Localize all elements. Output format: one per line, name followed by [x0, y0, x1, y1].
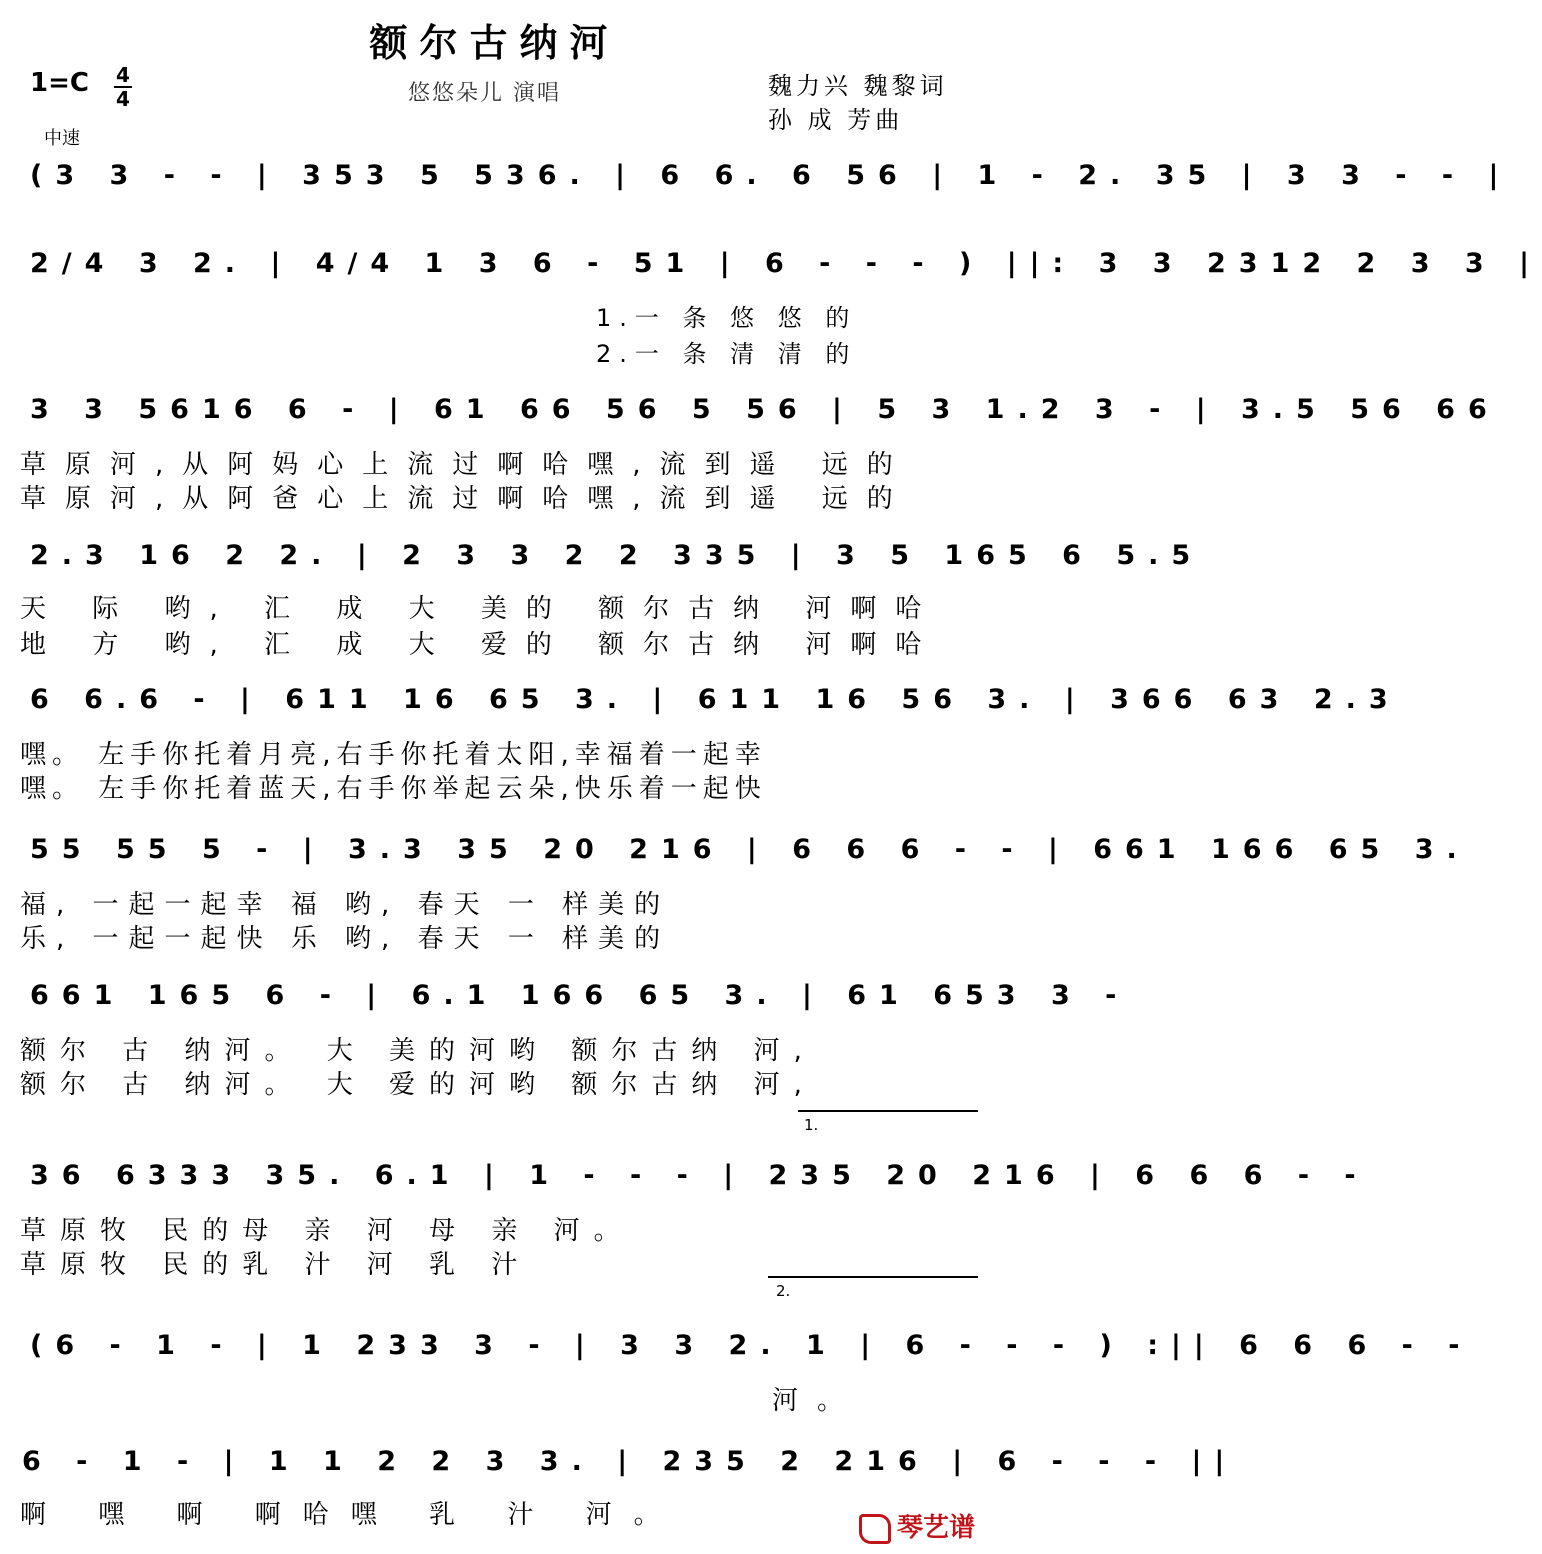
lyrics-system-4-verse-1: 天 际 哟, 汇 成 大 美的 额尔古纳 河啊哈 — [20, 594, 941, 624]
notes-system-1: (3 3 - - | 353 5 536. | 6 6. 6 56 | 1 - 2. 35 | 3 3 - - | — [30, 160, 1512, 191]
watermark-logo: 琴艺谱 — [859, 1507, 975, 1544]
ending-2-bracket — [768, 1276, 978, 1278]
time-signature: 4 4 — [114, 64, 132, 110]
lyricist: 魏力兴 魏黎词 — [768, 72, 948, 100]
key-signature: 1=C — [30, 68, 89, 98]
lyrics-system-8-verse-1: 草原牧 民的母 亲 河 母 亲 河。 — [20, 1216, 634, 1246]
lyrics-system-7-verse-2: 额尔 古 纳河。 大 爱的河哟 额尔古纳 河, — [20, 1070, 816, 1100]
lyrics-system-3-verse-1: 草原河,从阿妈心上流过啊哈嘿,流到遥 远的 — [20, 450, 912, 480]
lyrics-system-2-verse-2: 2.一 条 清 清 的 — [596, 340, 858, 368]
lyrics-system-4-verse-2: 地 方 哟, 汇 成 大 爱的 额尔古纳 河啊哈 — [20, 630, 941, 660]
notes-system-4: 2.3 16 2 2. | 2 3 3 2 2 335 | 3 5 165 6 5.5 — [30, 540, 1204, 571]
lyrics-system-3-verse-2: 草原河,从阿爸心上流过啊哈嘿,流到遥 远的 — [20, 484, 912, 514]
lyrics-system-2-verse-1: 1.一 条 悠 悠 的 — [596, 304, 858, 332]
notes-system-6: 55 55 5 - | 3.3 35 20 216 | 6 6 6 - - | 661 166 65 3. — [30, 834, 1470, 865]
lyrics-system-5-verse-1: 嘿。 左手你托着月亮,右手你托着太阳,幸福着一起幸 — [20, 740, 767, 770]
notes-system-7: 661 165 6 - | 6.1 166 65 3. | 61 653 3 - — [30, 980, 1130, 1011]
song-title: 额尔古纳河 — [369, 21, 620, 65]
lyrics-system-8-verse-2: 草原牧 民的乳 汁 河 乳 汁 — [20, 1250, 532, 1280]
lyrics-system-7-verse-1: 额尔 古 纳河。 大 美的河哟 额尔古纳 河, — [20, 1036, 816, 1066]
qinyipu-logo-icon — [859, 1514, 891, 1544]
lyrics-system-6-verse-2: 乐, 一起一起快 乐 哟, 春天 一 样美的 — [20, 924, 671, 954]
lyrics-system-5-verse-2: 嘿。 左手你托着蓝天,右手你举起云朵,快乐着一起快 — [20, 774, 767, 804]
tempo-marking: 中速 — [44, 128, 80, 149]
notes-system-9: (6 - 1 - | 1 233 3 - | 3 3 2. 1 | 6 - - - ) :|| 6 6 6 - - — [30, 1330, 1473, 1361]
ending-1-bracket — [798, 1110, 978, 1112]
lyrics-system-10: 啊 嘿 啊 啊哈嘿 乳 汁 河。 — [20, 1500, 682, 1530]
ending-2-label: 2. — [776, 1282, 791, 1300]
notes-system-3: 3 3 5616 6 - | 61 66 56 5 56 | 5 3 1.2 3 - | 3.5 56 66 — [30, 394, 1500, 425]
notes-system-10: 6 - 1 - | 1 1 2 2 3 3. | 235 2 216 | 6 - - - || — [22, 1446, 1238, 1477]
lyrics-system-9: 河。 — [772, 1386, 863, 1416]
composer: 孙 成 芳曲 — [768, 106, 904, 134]
lyrics-system-6-verse-1: 福, 一起一起幸 福 哟, 春天 一 样美的 — [20, 890, 671, 920]
notes-system-8: 36 6333 35. 6.1 | 1 - - - | 235 20 216 | 6 6 6 - - — [30, 1160, 1369, 1191]
performer: 悠悠朵儿 演唱 — [408, 81, 561, 106]
notes-system-2: 2/4 3 2. | 4/4 1 3 6 - 51 | 6 - - - ) ||: 3 3 2312 2 3 3 | — [30, 248, 1542, 279]
notes-system-5: 6 6.6 - | 611 16 65 3. | 611 16 56 3. | 366 63 2.3 — [30, 684, 1401, 715]
ending-1-label: 1. — [804, 1116, 819, 1134]
